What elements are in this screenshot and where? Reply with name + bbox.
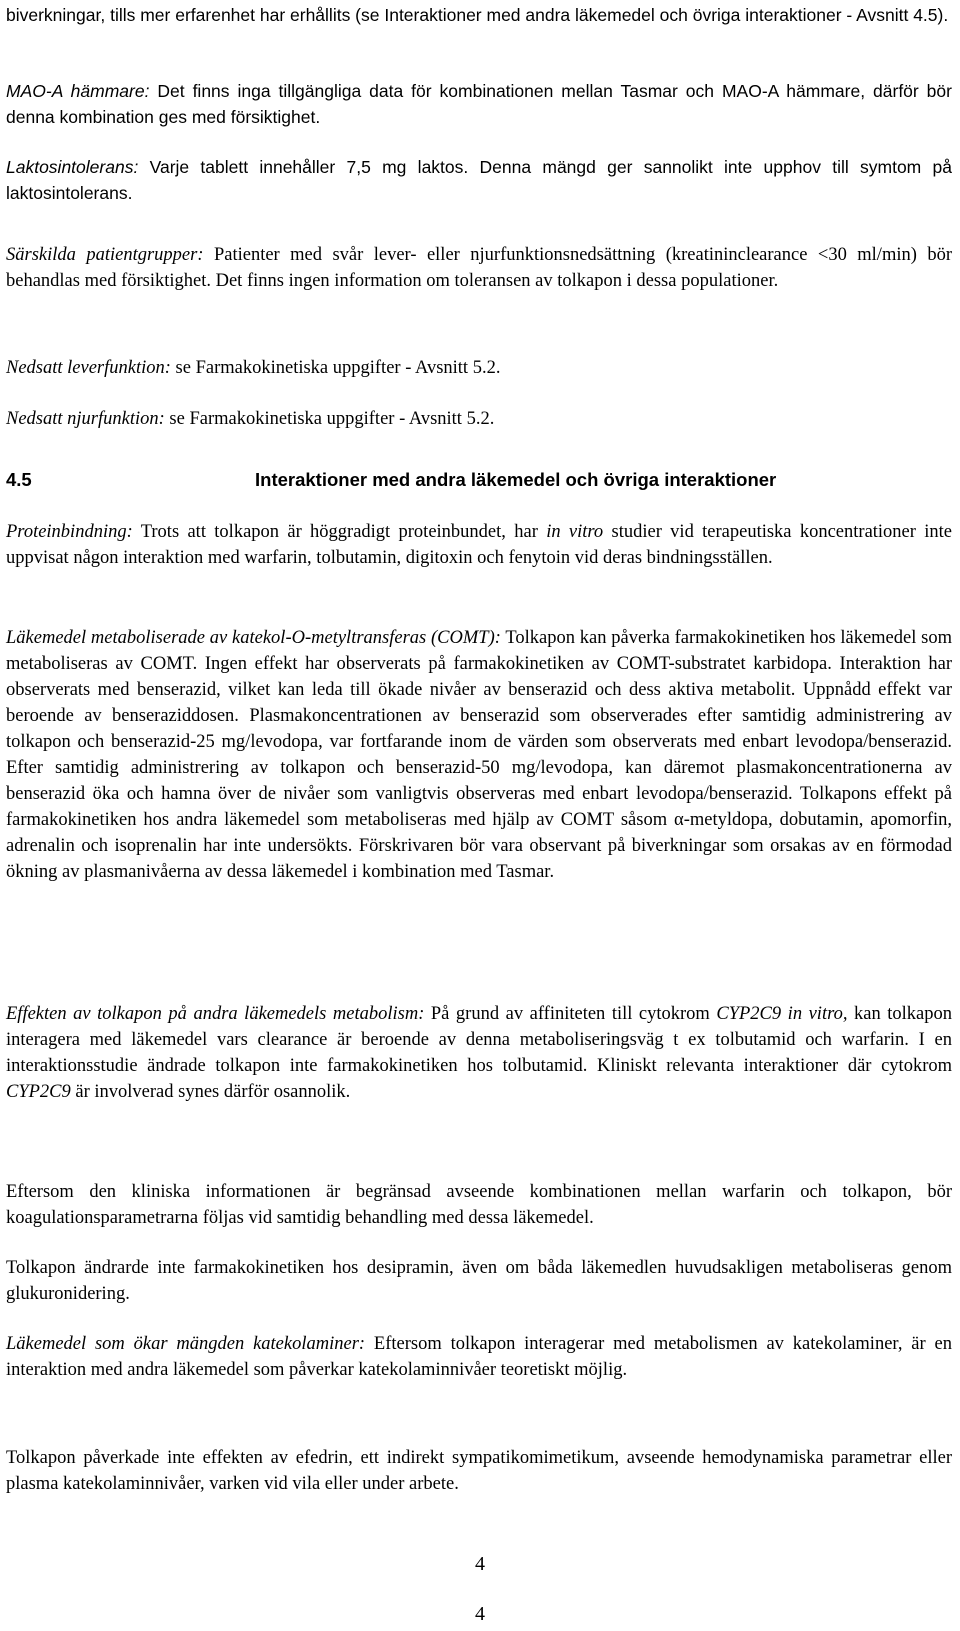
- paragraph-label: Proteinbindning:: [6, 522, 133, 542]
- paragraph-label: MAO-A hämmare:: [6, 81, 150, 101]
- paragraph-text: biverkningar, tills mer erfarenhet har erhållits (se Interaktioner med andra läkemedel och övriga interaktioner - Avsnitt 4.5).: [6, 5, 949, 25]
- paragraph-text: Tolkapon ändrarde inte farmakokinetiken hos desipramin, även om båda läkemedlen huvudsakligen metaboliseras genom glukuronidering.: [6, 1258, 952, 1304]
- paragraph-mao-a: [6, 78, 952, 130]
- paragraph-text: studier vid terapeutiska koncentrationer inte uppvisat någon interaktion med warfarin, tolbutamin, digitoxin och fenytoin vid deras bindningsställen.: [6, 522, 952, 568]
- paragraph-label: Effekten av tolkapon på andra läkemedels metabolism:: [6, 1004, 425, 1024]
- paragraph-sarskilda-patientgrupper: [6, 242, 952, 294]
- paragraph-text: se Farmakokinetiska uppgifter - Avsnitt 5.2.: [170, 358, 501, 378]
- section-number: 4.5: [6, 469, 32, 490]
- paragraph-laktosintolerans: [6, 154, 952, 206]
- paragraph-label: Nedsatt leverfunktion:: [6, 358, 171, 378]
- paragraph-text: Eftersom tolkapon interagerar med metabolismen av katekolaminer, är en interaktion med andra läkemedel som påverkar katekolaminnivåer teoretiskt möjlig.: [6, 1334, 952, 1380]
- paragraph-text: Tolkapon kan påverka farmakokinetiken hos läkemedel som metaboliseras av COMT. Ingen effekt har observerats på farmakokinetiken av COMT-substratet karbidopa. Interaktion har observerats med benserazid, vilket kan leda till ökade nivåer av benserazid och dess aktiva metabolit. Uppnådd effekt var beroende av benseraziddosen. Plasmakoncentrationen av benserazid som observerades efter samtidig administrering av tolkapon och benserazid-25 mg/levodopa, var fortfarande inom de värden som observerats med enbart levodopa/benserazid. Efter samtidig administrering av tolkapon och benserazid-50 mg/levodopa, kan däremot plasmakoncentrationerna av benserazid öka och hamna över de nivåer som vanligtvis observeras med enbart levodopa/benserazid. Tolkapons effekt på farmakokinetiken hos andra läkemedel som metaboliseras med hjälp av COMT såsom α-metyldopa, dobutamin, apomorfin, adrenalin och isoprenalin har inte undersökts. Förskrivaren bör vara observant på biverkningar som orsakas av en förmodad ökning av plasmanivåerna av dessa läkemedel i kombination med Tasmar.: [6, 628, 953, 882]
- paragraph-effekten-av-tolkapon: [6, 1001, 952, 1105]
- paragraph-comt: [6, 625, 952, 885]
- section-heading: [6, 466, 952, 494]
- paragraph-nedsatt-leverfunktion: [6, 355, 952, 381]
- paragraph-text: kan tolkapon interagera med läkemedel vars clearance är beroende av denna metaboliseringsväg t ex tolbutamid och warfarin. I en interaktionsstudie ändrade tolkapon inte farmakokinetiken hos tolbutamid. Kliniskt relevanta interaktioner där cytokrom: [6, 1004, 953, 1076]
- paragraph-label: Läkemedel som ökar mängden katekolaminer:: [6, 1334, 366, 1354]
- section-title: Interaktioner med andra läkemedel och övriga interaktioner: [255, 469, 777, 490]
- paragraph-label: Särskilda patientgrupper:: [6, 245, 204, 265]
- paragraph-italic-term: CYP2C9 in vitro,: [716, 1004, 848, 1024]
- paragraph-italic-term: in vitro: [546, 522, 604, 542]
- paragraph-text: Tolkapon påverkade inte effekten av efedrin, ett indirekt sympatikomimetikum, avseende hemodynamiska parametrar eller plasma katekolaminnivåer, varken vid vila eller under arbete.: [6, 1448, 952, 1494]
- paragraph-katekolaminer: [6, 1331, 952, 1383]
- paragraph-text: Det finns inga tillgängliga data för kombinationen mellan Tasmar och MAO-A hämmare, därför bör denna kombination ges med försiktighet.: [6, 81, 952, 127]
- page-number-repeat: 4: [475, 1603, 485, 1625]
- paragraph-text: Patienter med svår lever- eller njurfunktionsnedsättning (kreatininclearance <30 ml/min) bör behandlas med försiktighet. Det finns ingen information om toleransen av tolkapon i dessa populationer.: [6, 245, 952, 291]
- paragraph-desipramin: [6, 1255, 952, 1307]
- paragraph-text: Varje tablett innehåller 7,5 mg laktos. Denna mängd ger sannolikt inte upphov till symtom på laktosintolerans.: [6, 157, 952, 203]
- paragraph-warfarin: [6, 1179, 952, 1231]
- paragraph-label: Laktosintolerans:: [6, 157, 139, 177]
- paragraph-proteinbindning: [6, 519, 952, 571]
- paragraph-label: Läkemedel metaboliserade av katekol-O-metyltransferas (COMT):: [6, 628, 501, 648]
- paragraph-text: På grund av affiniteten till cytokrom: [424, 1004, 717, 1024]
- paragraph-text: Trots att tolkapon är höggradigt proteinbundet, har: [132, 522, 547, 542]
- paragraph-continuation: [6, 2, 952, 28]
- paragraph-label: Nedsatt njurfunktion:: [6, 409, 165, 429]
- paragraph-text: Eftersom den kliniska informationen är begränsad avseende kombinationen mellan warfarin och tolkapon, bör koagulationsparametrarna följas vid samtidig behandling med dessa läkemedel.: [6, 1182, 952, 1228]
- paragraph-text: är involverad synes därför osannolik.: [70, 1082, 351, 1102]
- page-number: 4: [475, 1553, 485, 1575]
- paragraph-efedrin: [6, 1445, 952, 1497]
- paragraph-text: se Farmakokinetiska uppgifter - Avsnitt 5.2.: [164, 409, 495, 429]
- paragraph-nedsatt-njurfunktion: [6, 406, 952, 432]
- paragraph-italic-term: CYP2C9: [6, 1082, 71, 1102]
